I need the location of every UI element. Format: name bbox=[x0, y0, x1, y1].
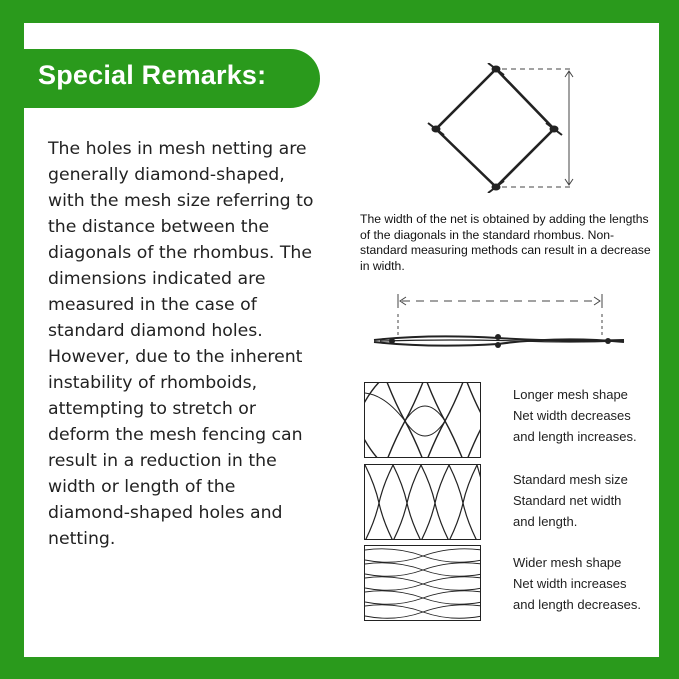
remarks-paragraph: The holes in mesh netting are generally diamond-shaped, with the mesh size referring to the distance between the diagonals of the rhombus. The dimensions indicated are measured in the case of standard diamond holes. However, due to the inherent instability of rhomboids, attempting to stretch or deform the mesh fencing can result in a reduction in the width or length of the diamond-shaped holes and netting. bbox=[48, 139, 314, 549]
longer-mesh-description bbox=[513, 384, 637, 447]
wider-mesh-line3: and length decreases. bbox=[513, 597, 641, 612]
standard-mesh-sample bbox=[364, 464, 481, 540]
wider-mesh-sample bbox=[364, 545, 481, 621]
wider-mesh-line1: Wider mesh shape bbox=[513, 555, 622, 570]
wider-mesh-icon bbox=[365, 546, 481, 621]
longer-mesh-line2: Net width decreases bbox=[513, 408, 631, 423]
wider-mesh-description bbox=[513, 552, 641, 615]
longer-mesh-icon bbox=[365, 383, 481, 458]
width-caption: The width of the net is obtained by adding the lengths of the diagonals in the standard rhombus. Non-standard measuring methods can result in a decrease in width. bbox=[360, 212, 651, 273]
standard-mesh-line3: and length. bbox=[513, 514, 578, 529]
standard-mesh-line2: Standard net width bbox=[513, 493, 622, 508]
standard-mesh-line1: Standard mesh size bbox=[513, 472, 628, 487]
rhombus-diagram bbox=[424, 63, 584, 193]
longer-mesh-sample bbox=[364, 382, 481, 458]
longer-mesh-line3: and length increases. bbox=[513, 429, 637, 444]
content-panel bbox=[24, 23, 659, 657]
standard-mesh-description bbox=[513, 469, 628, 532]
longer-mesh-line1: Longer mesh shape bbox=[513, 387, 628, 402]
wider-mesh-line2: Net width increases bbox=[513, 576, 627, 591]
title-banner bbox=[24, 49, 320, 108]
stretched-mesh-diagram bbox=[370, 290, 630, 360]
standard-mesh-icon bbox=[365, 465, 481, 540]
page-title: Special Remarks: bbox=[38, 60, 267, 90]
